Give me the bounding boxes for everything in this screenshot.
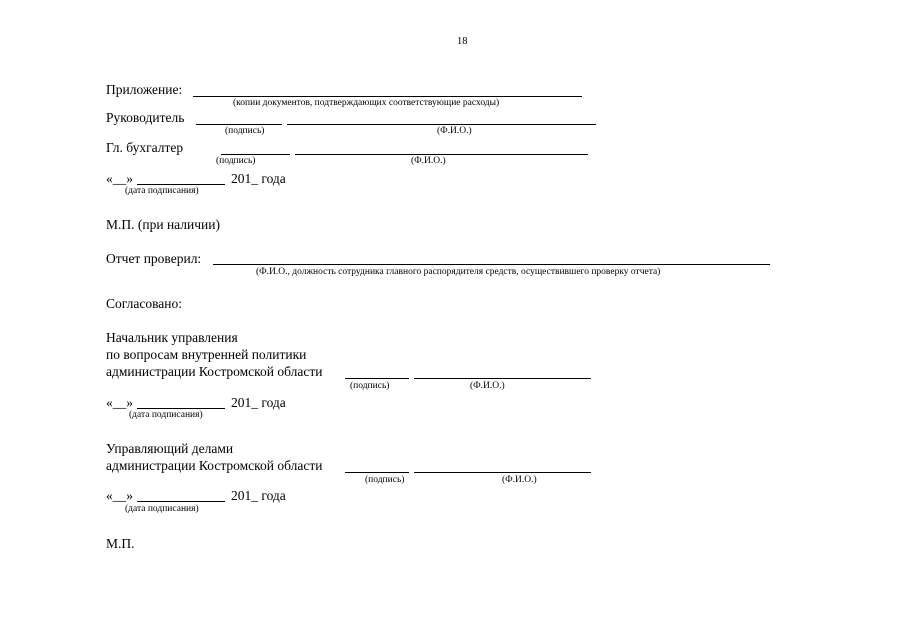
appendix-label: Приложение:: [106, 82, 183, 97]
managing-affairs-sign-line: [345, 472, 409, 473]
chief-department-sign-line: [345, 378, 409, 379]
head-name-line: [287, 124, 596, 125]
chief-department-line2: по вопросам внутренней политики: [106, 347, 307, 362]
checked-label: Отчет проверил:: [106, 251, 202, 266]
chief-department-name-caption: (Ф.И.О.): [470, 381, 505, 391]
date1-caption: (дата подписания): [125, 186, 199, 196]
date3-open: «__»: [106, 488, 133, 503]
managing-affairs-line2: администрации Костромской области: [106, 458, 323, 473]
chief-accountant-label: Гл. бухгалтер: [106, 140, 184, 155]
date1-line: [137, 184, 225, 185]
stamp-note-1: М.П. (при наличии): [106, 217, 220, 232]
managing-affairs-line1: Управляющий делами: [106, 441, 234, 456]
managing-affairs-sign-caption: (подпись): [365, 475, 405, 485]
chief-accountant-sign-caption: (подпись): [216, 156, 256, 166]
managing-affairs-name-line: [414, 472, 591, 473]
date3-line: [137, 501, 225, 502]
date1-open: «__»: [106, 171, 133, 186]
date2-open: «__»: [106, 395, 133, 410]
head-sign-line: [196, 124, 282, 125]
head-name-caption: (Ф.И.О.): [437, 126, 472, 136]
chief-accountant-name-caption: (Ф.И.О.): [411, 156, 446, 166]
chief-accountant-name-line: [295, 154, 588, 155]
date2-year: 201_ года: [231, 395, 286, 410]
head-label: Руководитель: [106, 110, 185, 125]
chief-department-name-line: [414, 378, 591, 379]
date3-year: 201_ года: [231, 488, 286, 503]
chief-department-line1: Начальник управления: [106, 330, 238, 345]
date2-line: [137, 408, 225, 409]
page-number: 18: [457, 36, 468, 47]
checked-caption: (Ф.И.О., должность сотрудника главного распорядителя средств, осуществившего проверку отчета): [256, 267, 661, 277]
chief-department-sign-caption: (подпись): [350, 381, 390, 391]
head-sign-caption: (подпись): [225, 126, 265, 136]
agreed-label: Согласовано:: [106, 296, 182, 311]
checked-line: [213, 264, 770, 265]
date3-caption: (дата подписания): [125, 504, 199, 514]
date1-year: 201_ года: [231, 171, 286, 186]
appendix-line: [193, 96, 582, 97]
chief-accountant-sign-line: [221, 154, 290, 155]
date2-caption: (дата подписания): [129, 410, 203, 420]
appendix-caption: (копии документов, подтверждающих соответствующие расходы): [233, 98, 500, 108]
stamp-note-2: М.П.: [106, 536, 135, 551]
managing-affairs-name-caption: (Ф.И.О.): [502, 475, 537, 485]
chief-department-line3: администрации Костромской области: [106, 364, 323, 379]
